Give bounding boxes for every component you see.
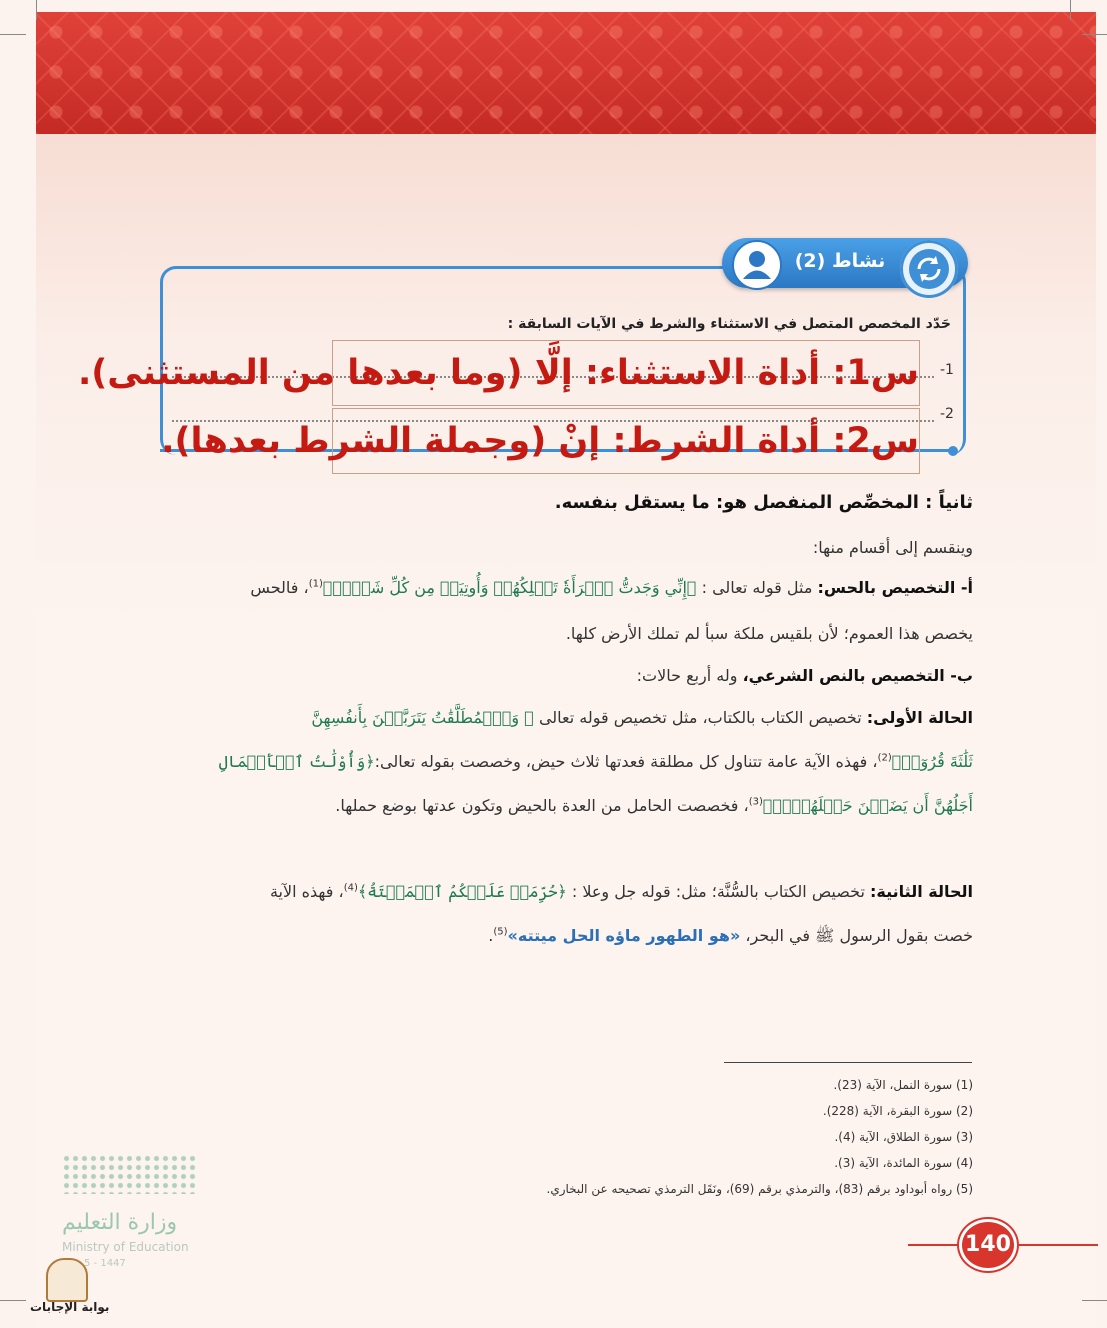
page-number: 140 <box>962 1222 1014 1268</box>
quran-verse: ﴿وَأُوْلَٰتُ ٱلۡأَحۡمَالِ <box>218 752 375 771</box>
watermark-logo-icon <box>46 1258 88 1302</box>
footnote-ref[interactable]: (4) <box>343 882 358 894</box>
header-banner <box>36 12 1096 134</box>
answer-box[interactable] <box>161 408 920 474</box>
case2-end: . <box>488 926 494 945</box>
b-label: ب- التخصيص بالنص الشرعي، <box>742 666 973 685</box>
quran-verse: أَجَلُهُنَّ أَن يَضَعۡنَ حَمۡلَهُنَّۚ﴾ <box>762 796 973 815</box>
activity-dot <box>948 446 958 456</box>
footnote: (1) سورة النمل، الآية (23). <box>833 1078 973 1092</box>
crop-mark <box>0 34 26 35</box>
refresh-icon <box>900 240 958 298</box>
footnote-ref[interactable]: (1) <box>308 578 323 590</box>
section-intro: وينقسم إلى أقسام منها: <box>812 538 973 557</box>
footnote-ref[interactable]: (5) <box>493 926 508 938</box>
quran-verse: ثَلَٰثَةَ قُرُوٓءٖ﴾ <box>891 752 973 771</box>
answer-text: س2: أداة الشرط: إنْ (وجملة الشرط بعدها). <box>161 421 919 461</box>
crop-mark <box>36 0 37 20</box>
paragraph-a <box>250 578 973 597</box>
footnote: (2) سورة البقرة، الآية (228). <box>822 1104 973 1118</box>
watermark-text: بوابة الإجابات <box>30 1300 110 1314</box>
activity-instruction: حَدّد المخصص المتصل في الاستثناء والشرط في الآيات السابقة : <box>507 316 951 332</box>
ministry-logo-icon <box>62 1154 196 1194</box>
ministry-name-english: Ministry of Education <box>62 1240 189 1254</box>
ministry-name-arabic: وزارة التعليم <box>62 1210 178 1235</box>
quran-verse: ﴿ وَٱلۡمُطَلَّقَٰتُ يَتَرَبَّصۡنَ بِأَنفُسِهِنَّ <box>311 708 534 727</box>
quran-verse: ﴿إِنِّي وَجَدتُّ ٱمۡرَأَةٗ تَمۡلِكُهُمۡ وَأُوتِيَتۡ مِن كُلِّ شَيۡءٖ﴾ <box>322 578 697 597</box>
section-heading: ثانياً : المخصِّص المنفصل هو: ما يستقل بنفسه. <box>554 492 973 513</box>
footnote: (5) رواه أبوداود برقم (83)، والترمذي برقم (69)، ونَقَل الترمذي تصحيحه عن البخاري. <box>546 1182 973 1196</box>
ministry-year: 5 - 1447 <box>84 1258 126 1269</box>
case1-text2: ، فهذه الآية عامة تتناول كل مطلقة فعدتها ثلاث حيض، وخصصت بقوله تعالى: <box>374 752 878 771</box>
person-icon <box>732 240 782 290</box>
footnote-ref[interactable]: (2) <box>877 752 892 764</box>
crop-mark <box>0 1300 26 1301</box>
crop-mark <box>1082 1300 1107 1301</box>
case1-line3 <box>335 796 973 815</box>
case2-text3: خصت بقول الرسول ﷺ في البحر، <box>745 926 973 945</box>
case2-label: الحالة الثانية: <box>870 882 973 901</box>
case2-text: تخصيص الكتاب بالسُّنَّة؛ مثل: قوله جل وعلا : <box>571 882 865 901</box>
case1-text: تخصيص الكتاب بالكتاب، مثل تخصيص قوله تعالى <box>538 708 862 727</box>
hadith-quote: «هو الطهور ماؤه الحل ميتته» <box>507 926 741 945</box>
case2-line2 <box>488 926 973 949</box>
a-text: مثل قوله تعالى : <box>701 578 813 597</box>
footnote-divider <box>724 1062 972 1063</box>
answer-text: س1: أداة الاستثناء: إلَّا (وما بعدها من المستثنى). <box>77 353 919 393</box>
crop-mark <box>1070 0 1071 20</box>
crop-mark <box>1082 34 1107 35</box>
footnote: (4) سورة المائدة، الآية (3). <box>834 1156 973 1170</box>
case2-line1 <box>270 882 973 901</box>
paragraph-b <box>637 666 973 685</box>
a-text2: ، فالحس <box>250 578 309 597</box>
case1-text3: ، فخصصت الحامل من العدة بالحيض وتكون عدتها بوضع حملها. <box>335 796 749 815</box>
a-label: أ- التخصيص بالحس: <box>817 578 973 597</box>
item-number: -2 <box>940 406 954 422</box>
paragraph-a-line2: يخصص هذا العموم؛ لأن بلقيس ملكة سبأ لم تملك الأرض كلها. <box>565 624 973 643</box>
case2-text2: ، فهذه الآية <box>269 882 344 901</box>
quran-verse: ﴿حُرِّمَتۡ عَلَيۡكُمُ ٱلۡمَيۡتَةُ﴾ <box>357 882 567 901</box>
footnote: (3) سورة الطلاق، الآية (4). <box>834 1130 973 1144</box>
case1-line2 <box>219 752 973 771</box>
answer-box[interactable] <box>77 340 920 406</box>
item-number: -1 <box>940 362 954 378</box>
activity-title: نشاط (2) <box>794 250 886 272</box>
case1-label: الحالة الأولى: <box>866 708 973 727</box>
b-text: وله أربع حالات: <box>636 666 738 685</box>
footnote-ref[interactable]: (3) <box>748 796 763 808</box>
case1-line1 <box>311 708 973 727</box>
